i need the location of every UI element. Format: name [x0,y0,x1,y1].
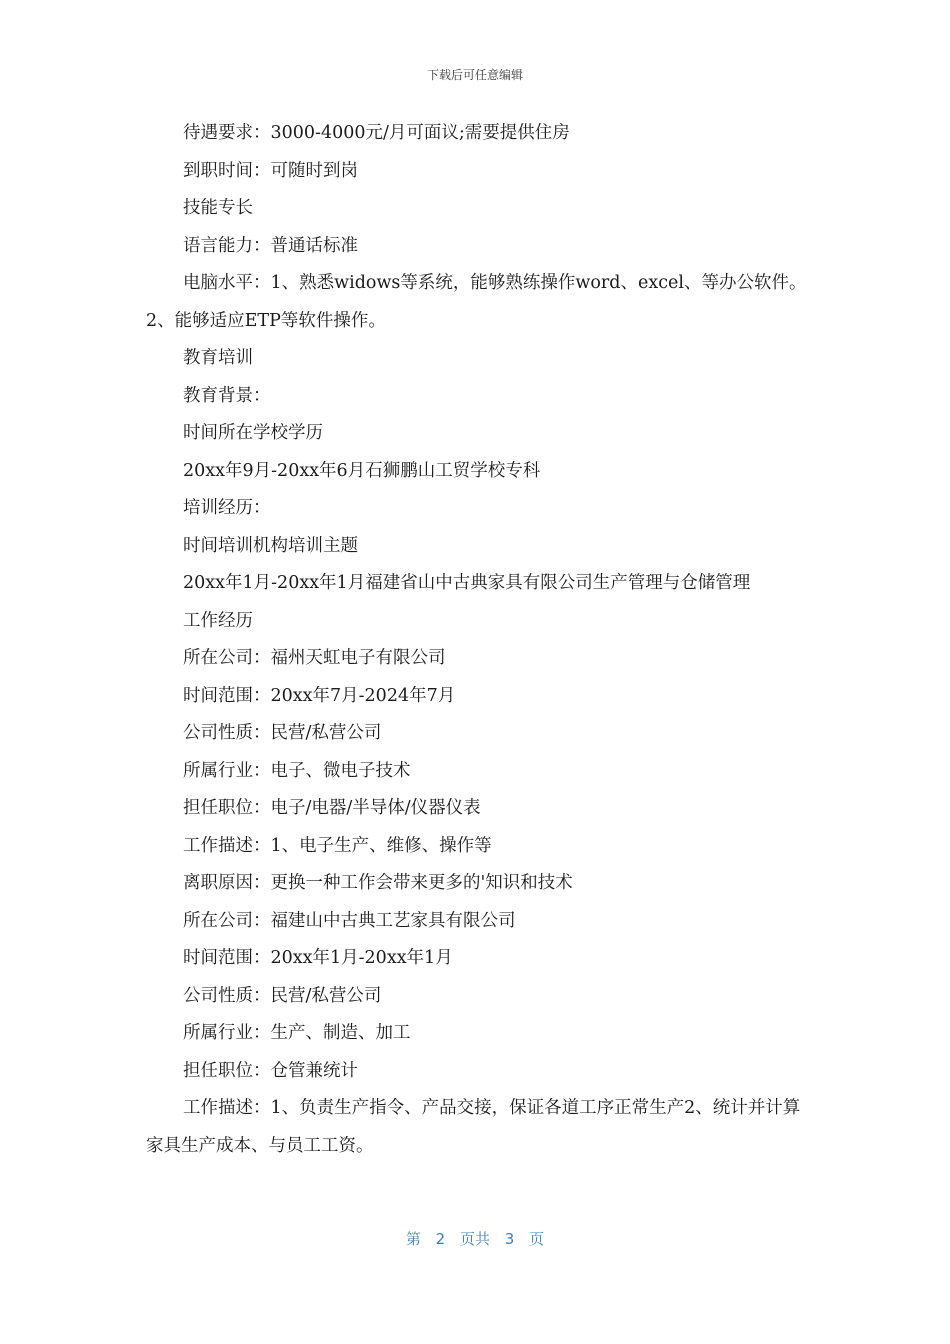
section-heading-education: 教育培训 [183,348,253,368]
paragraph-leave-reason-1: 离职原因：更换一种工作会带来更多的'知识和技术 [183,873,573,893]
paragraph-period-1: 时间范围：20xx年7月-2024年7月 [183,685,456,706]
paragraph-start-date: 到职时间：可随时到岗 [183,160,358,181]
page-footer: 第 2 页共 3 页 [405,1230,545,1248]
paragraph-nature-2: 公司性质：民营/私营公司 [183,985,382,1006]
paragraph-description-1: 工作描述：1、电子生产、维修、操作等 [183,835,492,856]
paragraph-company-1: 所在公司：福州天虹电子有限公司 [183,648,446,668]
section-heading-skills: 技能专长 [183,198,253,218]
paragraph-training-columns: 时间培训机构培训主题 [183,535,358,556]
paragraph-language: 语言能力：普通话标准 [183,235,358,256]
paragraph-training-entry: 20xx年1月-20xx年1月福建省山中古典家具有限公司生产管理与仓储管理 [183,573,751,593]
paragraph-position-2: 担任职位：仓管兼统计 [183,1060,358,1081]
paragraph-company-2: 所在公司：福建山中古典工艺家具有限公司 [183,910,516,931]
paragraph-computer: 电脑水平：1、熟悉widows等系统，能够熟练操作word、excel、等办公软件。2、能够适应ETP等软件操作。 [146,273,807,331]
page-header: 下载后可任意编辑 [426,68,523,82]
paragraph-education-columns: 时间所在学校学历 [183,423,323,443]
paragraph-period-2: 时间范围：20xx年1月-20xx年1月 [183,948,453,968]
paragraph-industry-1: 所属行业：电子、微电子技术 [183,760,411,781]
paragraph-education-background: 教育背景： [183,385,271,406]
paragraph-description-2: 工作描述：1、负责生产指令、产品交接，保证各道工序正常生产2、统计并计算家具生产成本、与员工工资。 [146,1098,801,1156]
paragraph-salary: 待遇要求：3000-4000元/月可面议;需要提供住房 [183,123,570,143]
paragraph-nature-1: 公司性质：民营/私营公司 [183,723,382,743]
paragraph-training-label: 培训经历： [183,498,271,518]
section-heading-work: 工作经历 [183,610,253,631]
document-body [146,115,810,1165]
paragraph-position-1: 担任职位：电子/电器/半导体/仪器仪表 [183,798,481,818]
paragraph-industry-2: 所属行业：生产、制造、加工 [183,1023,411,1043]
paragraph-education-entry: 20xx年9月-20xx年6月石狮鹏山工贸学校专科 [183,460,541,481]
